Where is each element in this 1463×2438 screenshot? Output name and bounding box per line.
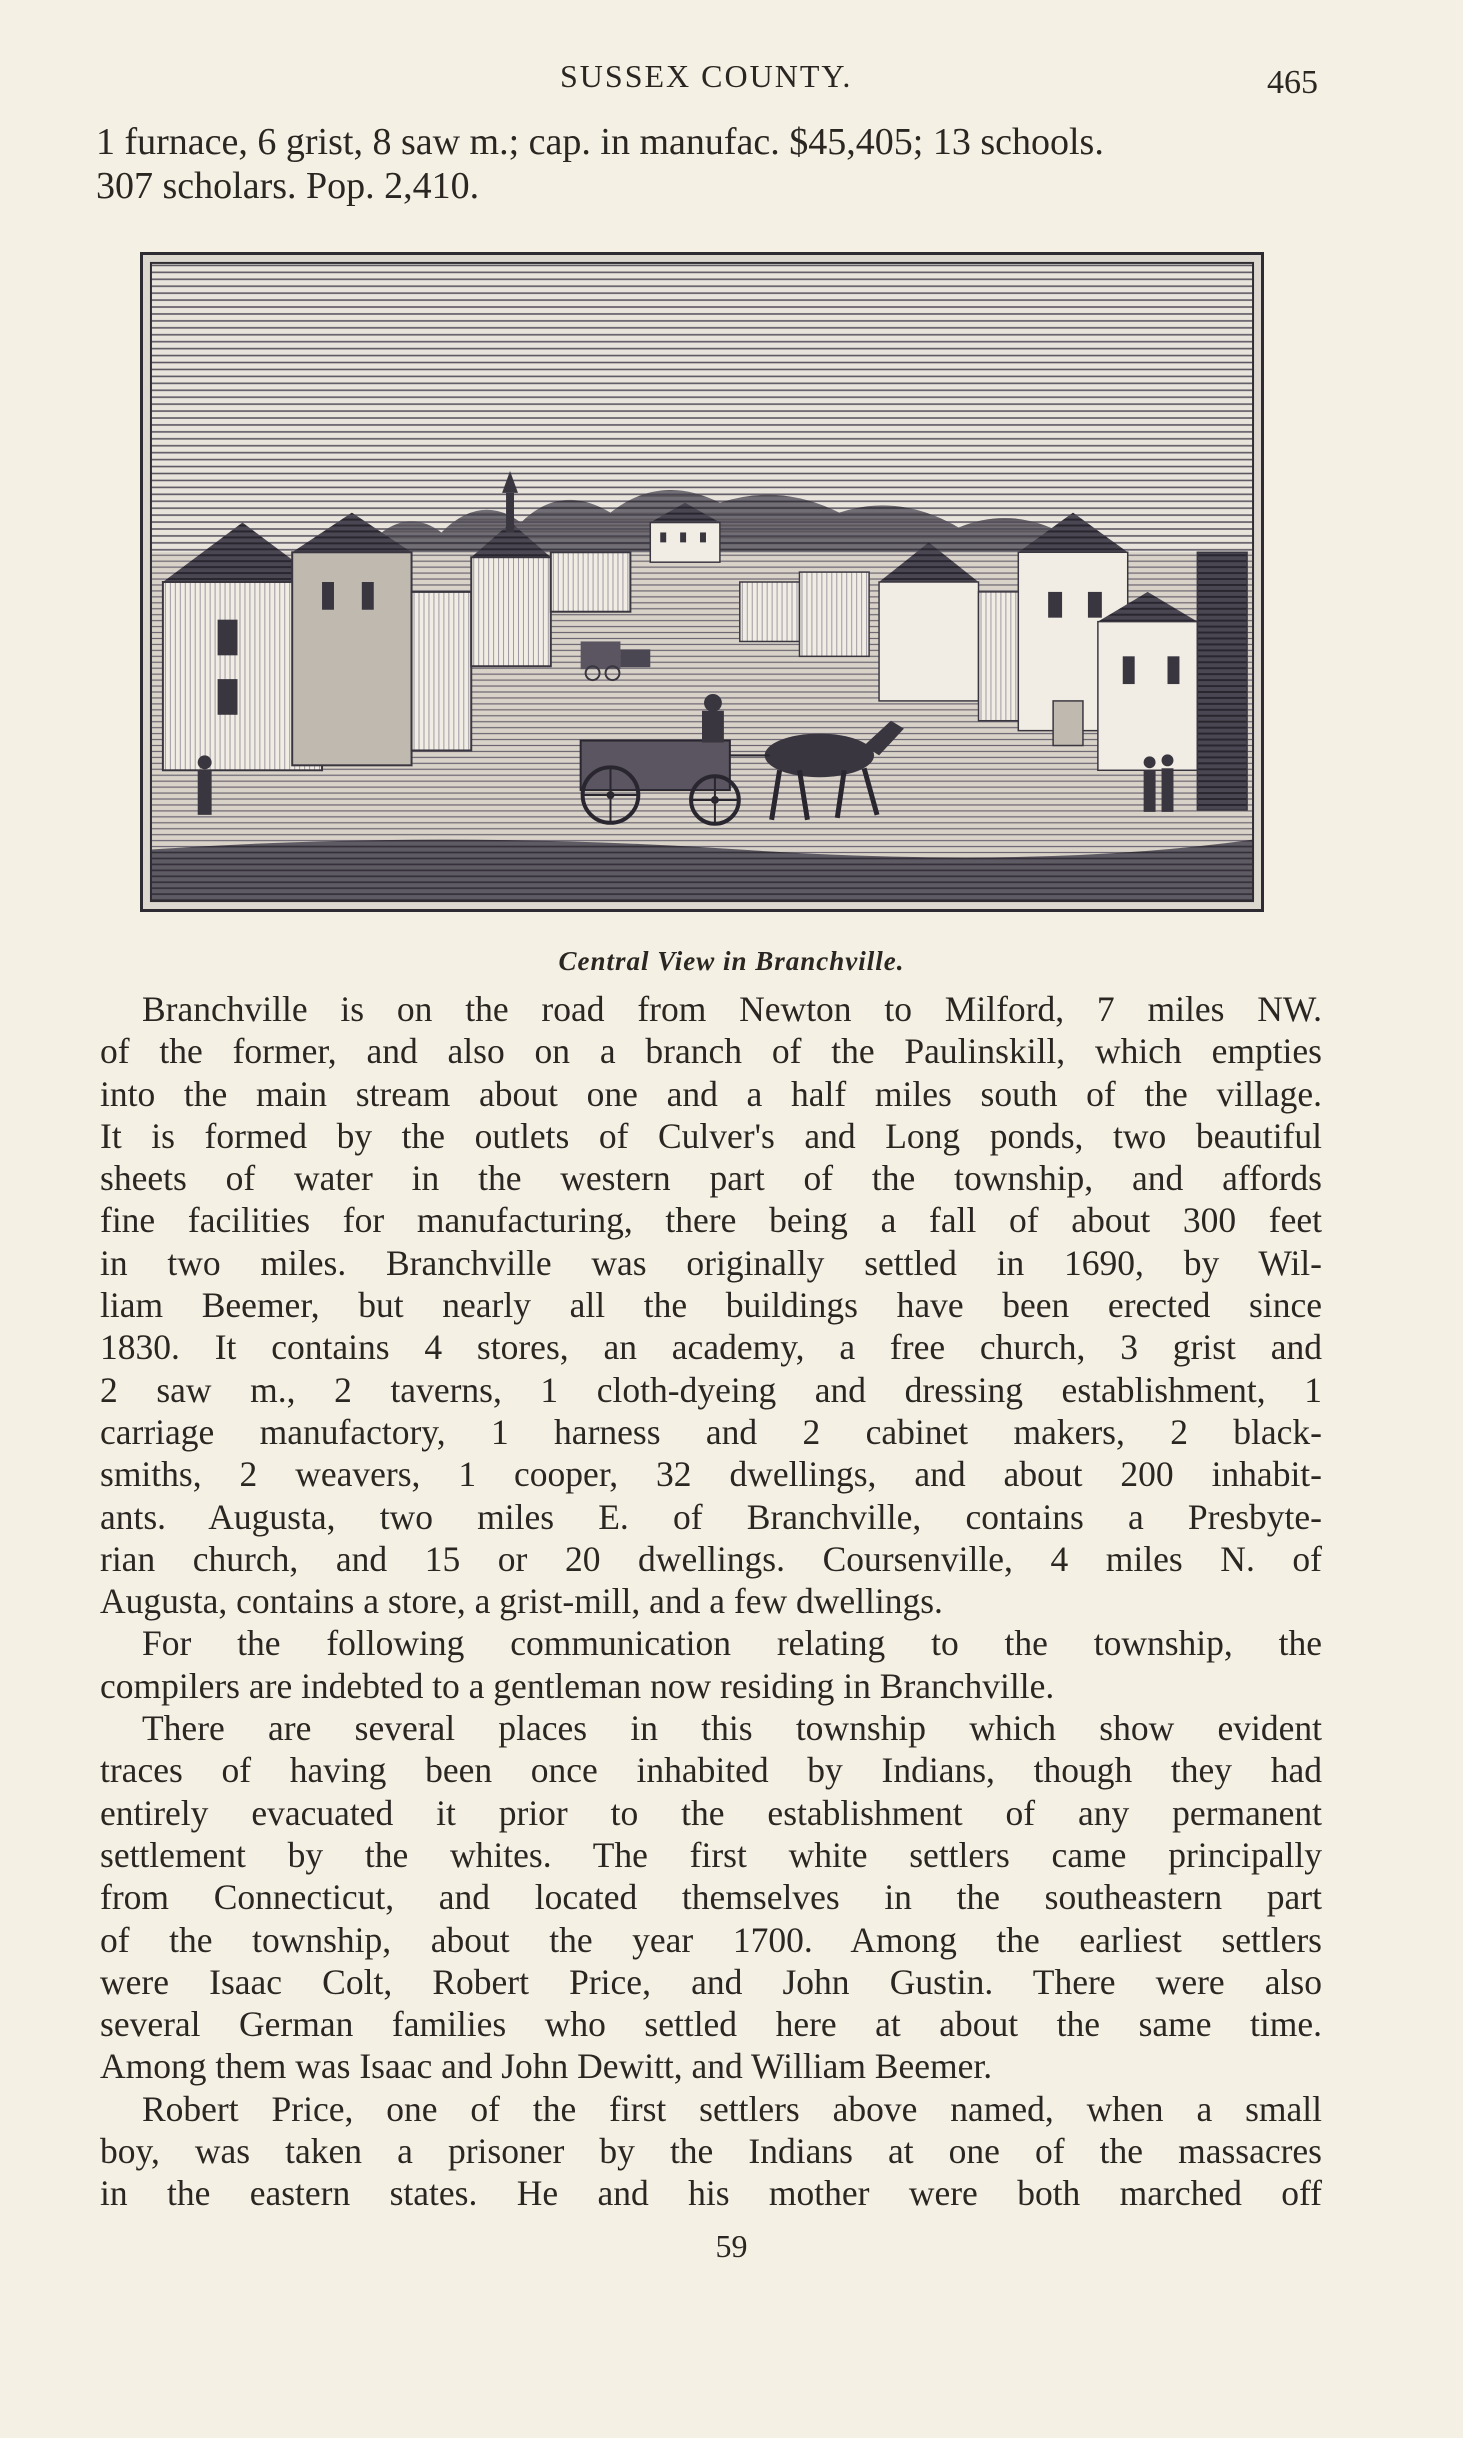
text-line: of the township, about the year 1700. Among the earliest settlers	[100, 1919, 1322, 1960]
running-title: SUSSEX COUNTY.	[560, 58, 853, 94]
text-line: 1830. It contains 4 stores, an academy, a free church, 3 grist and	[100, 1327, 1322, 1368]
village-street-engraving	[143, 255, 1261, 909]
text-line: Among them was Isaac and John Dewitt, and William Beemer.	[100, 2046, 993, 2087]
text-line: For the following communication relating to the township, the	[142, 1623, 1322, 1664]
text-line: 1 furnace, 6 grist, 8 saw m.; cap. in manufac. $45,405; 13 schools.	[96, 121, 1104, 163]
text-line: settlement by the whites. The first white settlers came principally	[100, 1834, 1322, 1875]
text-line: 2 saw m., 2 taverns, 1 cloth-dyeing and dressing establishment, 1	[100, 1369, 1322, 1410]
text-line: Augusta, contains a store, a grist-mill, and a few dwellings.	[100, 1581, 943, 1622]
text-line: ants. Augusta, two miles E. of Branchville, contains a Presbyte-	[100, 1496, 1322, 1537]
text-line: fine facilities for manufacturing, there being a fall of about 300 feet	[100, 1200, 1322, 1241]
text-line: of the former, and also on a branch of the Paulinskill, which empties	[100, 1031, 1322, 1072]
text-line: It is formed by the outlets of Culver's and Long ponds, two beautiful	[100, 1115, 1322, 1156]
text-line: several German families who settled here at about the same time.	[100, 2004, 1322, 2045]
signature-mark: 59	[715, 2228, 748, 2264]
text-line: in two miles. Branchville was originally settled in 1690, by Wil-	[100, 1242, 1322, 1283]
figure-caption: Central View in Branchville.	[558, 946, 905, 976]
text-line: liam Beemer, but nearly all the buildings have been erected since	[100, 1285, 1322, 1326]
text-line: Robert Price, one of the first settlers above named, when a small	[142, 2088, 1322, 2129]
page-number: 465	[1267, 64, 1318, 101]
text-line: from Connecticut, and located themselves in the southeastern part	[100, 1877, 1322, 1918]
text-line: entirely evacuated it prior to the establishment of any permanent	[100, 1792, 1322, 1833]
continued-paragraph	[96, 120, 1326, 208]
text-line: rian church, and 15 or 20 dwellings. Coursenville, 4 miles N. of	[100, 1538, 1322, 1579]
text-line: in the eastern states. He and his mother were both marched off	[100, 2173, 1322, 2214]
text-line: were Isaac Colt, Robert Price, and John Gustin. There were also	[100, 1961, 1322, 2002]
text-line: carriage manufactory, 1 harness and 2 cabinet makers, 2 black-	[100, 1411, 1322, 1452]
text-line: 307 scholars. Pop. 2,410.	[96, 165, 480, 207]
text-line: compilers are indebted to a gentleman now residing in Branchville.	[100, 1665, 1055, 1706]
running-head	[0, 58, 1463, 108]
body-text	[100, 988, 1322, 2215]
text-line: sheets of water in the western part of the township, and affords	[100, 1158, 1322, 1199]
text-line: There are several places in this township which show evident	[142, 1708, 1322, 1749]
engraving-illustration	[140, 252, 1264, 912]
text-line: traces of having been once inhabited by Indians, though they had	[100, 1750, 1322, 1791]
text-line: Branchville is on the road from Newton to Milford, 7 miles NW.	[142, 989, 1322, 1029]
text-line: smiths, 2 weavers, 1 cooper, 32 dwellings, and about 200 inhabit-	[100, 1454, 1322, 1495]
text-line: into the main stream about one and a half miles south of the village.	[100, 1073, 1322, 1114]
text-line: boy, was taken a prisoner by the Indians at one of the massacres	[100, 2131, 1322, 2172]
